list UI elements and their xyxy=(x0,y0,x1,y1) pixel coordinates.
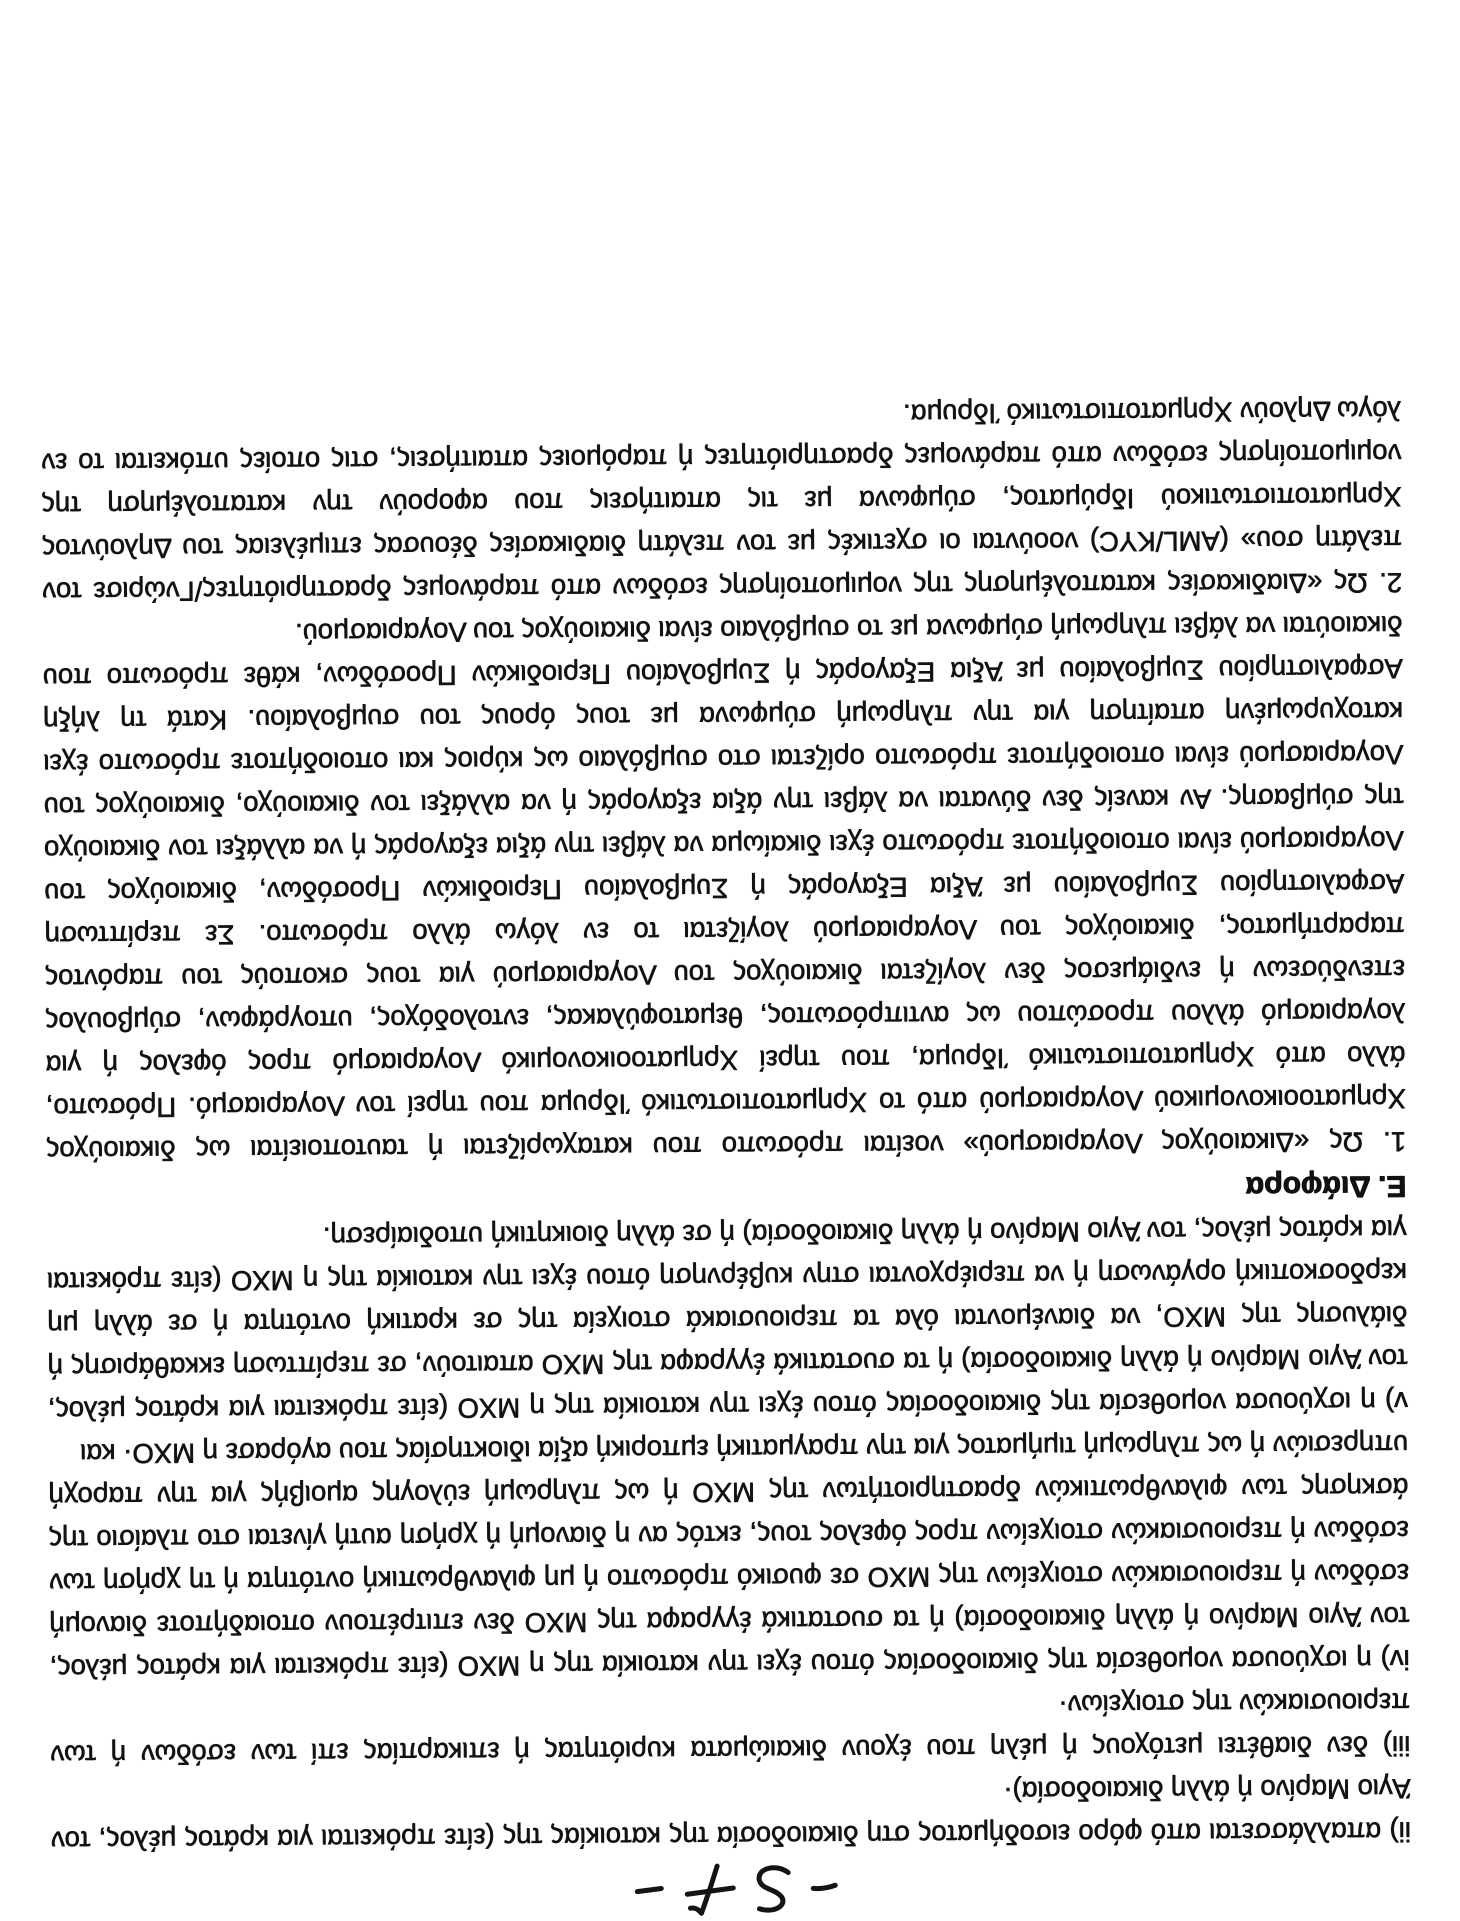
section-heading: Ε. Διάφορα xyxy=(1245,1169,1407,1204)
paragraph-2: 2. Ως «Διαδικασίες καταπολέμησης της νομιμοποίησης εσόδων από παράνομες δραστηριότητες/Γνώρισε τον πελάτη σου» (AML/KYC) νοούνται οι σχετικές με τον πελάτη διαδικασίες δέουσας επιμέλειας του Δηλούντος Χρηματοπιστωτικού Ιδρύματος, σύμφωνα με τις απαιτήσεις που αφορούν την καταπολέμηση της νομιμοποίησης εσόδων από παράνομες δραστηριότητες ή παρόμοιες απαιτήσεις, στις οποίες υπόκειται το εν λόγω Δηλούν Χρηματοπιστωτικό Ίδρυμα. xyxy=(41,395,1403,608)
upside-down-document-content xyxy=(39,53,1412,1921)
handwritten-page-number-icon xyxy=(611,1861,851,1921)
paragraph-1: 1. Ως «Δικαιούχος Λογαριασμού» νοείται πρόσωπο που καταχωρίζεται ή ταυτοποιείται ως δικαιούχος Χρηματοοικονομικού Λογαριασμού από το Χρηματοπιστωτικό Ίδρυμα που τηρεί τον Λογαριασμό. Πρόσωπο, άλλο από Χρηματοπιστωτικό Ίδρυμα, που τηρεί Χρηματοοικονομικό Λογαριασμό προς όφελος ή για λογαριασμό άλλου προσώπου ως αντιπρόσωπος, θεματοφύλακας, εντολοδόχος, υπογράφων, σύμβουλος επενδύσεων ή ενδιάμεσος δεν λογίζεται δικαιούχος του Λογαριασμού για τους σκοπούς του παρόντος παραρτήματος, δικαιούχος του Λογαριασμού λογίζεται το εν λόγω άλλο πρόσωπο. Σε περίπτωση Ασφαλιστηρίου Συμβολαίου με Άξια Εξαγοράς ή Συμβολαίου Περιοδικών Προσόδων, δικαιούχος του Λογαριασμού είναι οποιοδήποτε πρόσωπο έχει δικαίωμα να λάβει την άξια εξαγοράς ή να αλλάξει τον δικαιούχο της σύμβασης. Αν κανείς δεν δύναται να λάβει την άξια εξαγοράς ή να αλλάξει τον δικαιούχο, δικαιούχος του Λογαριασμού είναι οποιοδήποτε πρόσωπο ορίζεται στο συμβόλαιο ως κύριος και οποιοδήποτε πρόσωπο έχει κατοχυρωμένη απαίτηση για την πληρωμή σύμφωνα με τους όρους του συμβολαίου. Κατά τη λήξη Ασφαλιστηρίου Συμβολαίου με Άξια Εξαγοράς ή Συμβολαίου Περιοδικών Προσόδων, κάθε πρόσωπο που δικαιούται να λάβει πληρωμή σύμφωνα με το συμβόλαιο είναι δικαιούχος του Λογαριασμού. xyxy=(42,610,1407,1167)
list-item-v: v) η ισχύουσα νομοθεσία της δικαιοδοσίας όπου έχει την κατοικία της η ΜΧΟ (είτε πρόκειται για κράτος μέλος, τον Άγιο Μαρίνο ή άλλη δικαιοδοσία) ή τα συστατικά έγγραφα της ΜΧΟ απαιτούν, σε περίπτωση εκκαθάρισης ή διάλυσης της ΜΧΟ, να διανέμονται όλα τα περιουσιακά στοιχεία της σε κρατική οντότητα ή σε άλλη μη κερδοσκοπική οργάνωση ή να περιέρχονται στην κυβέρνηση όπου έχει την κατοικία της η ΜΧΟ (είτε πρόκειται για κράτος μέλος, τον Άγιο Μαρίνο ή άλλη δικαιοδοσία) ή σε άλλη διοικητική υποδιαίρεση. xyxy=(46,1214,1409,1427)
list-item-ii: ii) απαλλάσσεται από φόρο εισοδήματος στη δικαιοδοσία της κατοικίας της (είτε πρόκειται για κράτος μέλος, τον Άγιο Μαρίνο ή άλλη δικαιοδοσία)· xyxy=(50,1773,1412,1857)
list-item-iv: iv) η ισχύουσα νομοθεσία της δικαιοδοσίας όπου έχει την κατοικία της η ΜΧΟ (είτε πρόκειται για κράτος μέλος, τον Άγιο Μαρίνο ή άλλη δικαιοδοσία) ή τα συστατικά έγγραφα της ΜΧΟ δεν επιτρέπουν οποιαδήποτε διανομή εσόδων ή περιουσιακών στοιχείων της ΜΧΟ σε φυσικό πρόσωπο ή μη φιλανθρωπική οντότητα ή τη χρήση των εσόδων ή περιουσιακών στοιχείων προς όφελος τους, εκτός αν η διανομή ή χρήση αυτή γίνεται στο πλαίσιο της άσκησης των φιλανθρωπικών δραστηριοτήτων της ΜΧΟ ή ως πληρωμή εύλογης αμοιβής για την παροχή υπηρεσιών ή ως πληρωμή τιμήματος για την πραγματική εμπορική αξία ιδιοκτησίας που αγόρασε η ΜΧΟ· και xyxy=(48,1429,1410,1685)
handwritten-page-number xyxy=(51,1857,1411,1921)
list-item-iii: iii) δεν διαθέτει μετόχους ή μέλη που έχουν δικαιώματα κυριότητας ή επικαρπίας επί των εσόδων ή των περιουσιακών της στοιχείων· xyxy=(50,1687,1411,1771)
